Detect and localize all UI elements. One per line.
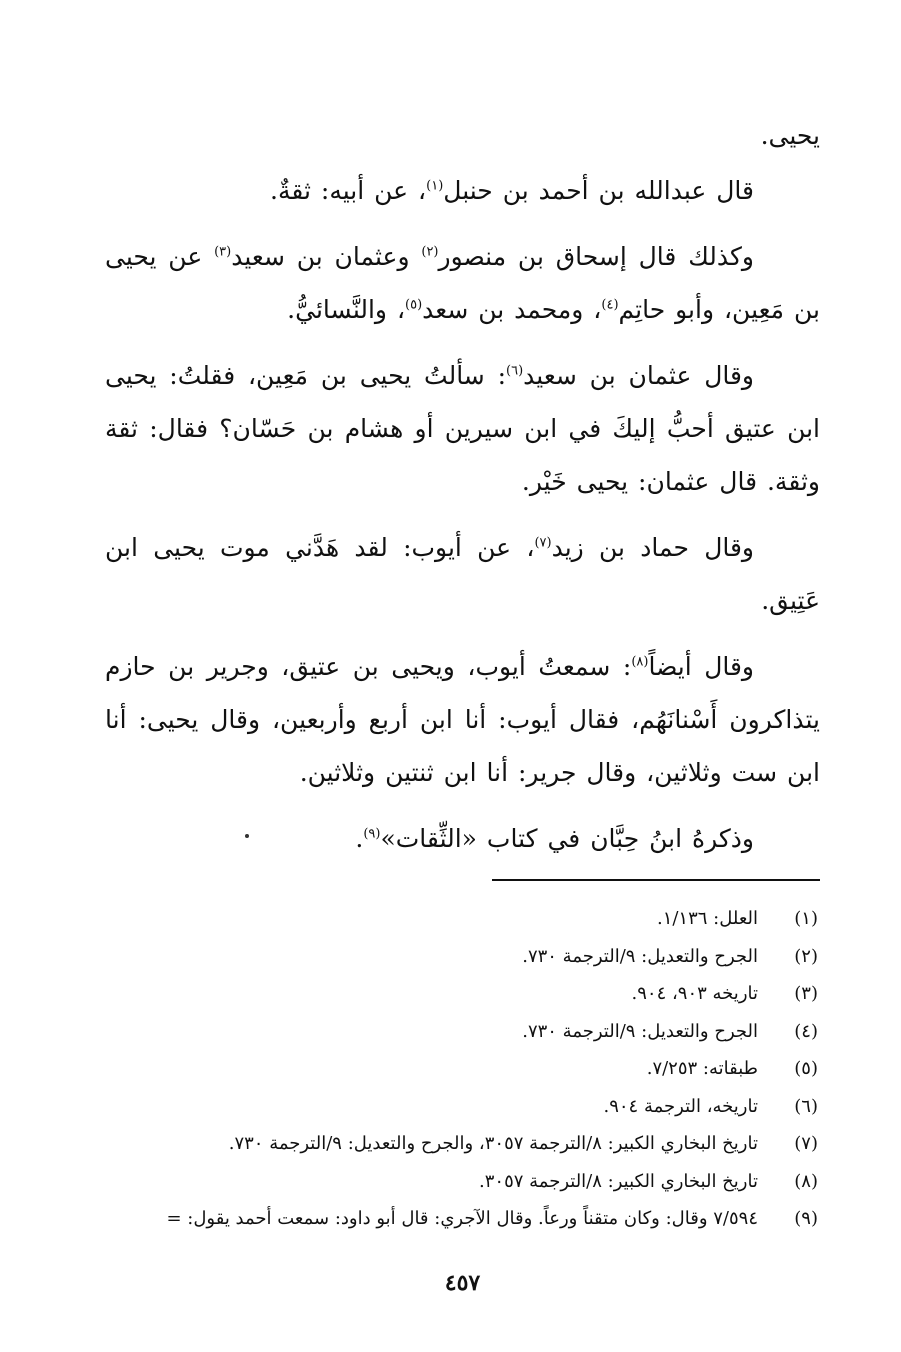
main-text: [105, 164, 820, 878]
paragraph-text: : سمعتُ أيوب، ويحيى بن عتيق، وجرير بن حازم يتذاكرون أَسْنانَهُم، فقال أيوب: أنا ابن أربع وأربعين، وقال يحيى: أنا ابن ست وثلاثين، وقال جرير: أنا ابن ثنتين وثلاثين.: [105, 652, 820, 787]
paragraph-text: وقال حماد بن زيد: [551, 533, 754, 562]
paragraph-text: وكذلك قال إسحاق بن منصور: [438, 242, 754, 271]
footnote-marker: (١): [426, 178, 444, 194]
footnote-number: (٧): [794, 1133, 818, 1154]
footnote: [105, 1200, 820, 1238]
footnote-marker: (٨): [631, 654, 649, 670]
paragraph: [105, 640, 820, 799]
footnote-number: (٩): [794, 1208, 818, 1229]
footnote-text: تاريخه ٩٠٣، ٩٠٤.: [631, 983, 758, 1004]
footnote-marker: (٧): [534, 535, 552, 551]
paragraph-text: وذكرهُ ابنُ حِبَّان في كتاب «الثِّقات»: [380, 824, 754, 853]
print-speck: [245, 834, 249, 838]
footnote-text: تاريخ البخاري الكبير: ٨/الترجمة ٣٠٥٧.: [479, 1170, 758, 1192]
footnote-marker: (٣): [214, 244, 232, 260]
paragraph: [105, 349, 820, 508]
paragraph: [105, 521, 820, 627]
footnote-number: (٢): [794, 945, 818, 967]
footnote: [105, 1050, 820, 1088]
footnote-marker: (٢): [421, 244, 439, 260]
footnote-marker: (٤): [601, 297, 619, 313]
footnote-marker: (٦): [506, 363, 524, 379]
paragraph: [105, 164, 820, 217]
footnote: [105, 1088, 820, 1126]
footnote: [105, 900, 820, 938]
footnote: [105, 1125, 820, 1163]
footnote-number: (٤): [794, 1020, 818, 1042]
footnote-number: (٣): [794, 983, 818, 1004]
paragraph-text: وقال عثمان بن سعيد: [523, 361, 755, 390]
continuation-line: يحيى.: [760, 121, 820, 150]
footnote-text: العلل: ١/١٣٦.: [656, 908, 758, 929]
footnote-number: (٨): [794, 1170, 818, 1192]
paragraph-text: : سألتُ يحيى بن مَعِين، فقلتُ: يحيى ابن عتيق أحبُّ إليكَ في ابن سيرين أو هشام بن حَسّان؟ فقال: ثقة وثقة. قال عثمان: يحيى خَيْر.: [105, 361, 820, 496]
paragraph-text: عن يحيى بن مَعِين، وأبو حاتِم: [105, 242, 820, 324]
footnote-text: الجرح والتعديل: ٩/الترجمة ٧٣٠.: [522, 1020, 758, 1042]
paragraph: [105, 812, 820, 865]
footnote: [105, 1013, 820, 1051]
footnote-number: (٦): [794, 1095, 818, 1117]
footnote-text: تاريخه، الترجمة ٩٠٤.: [603, 1095, 758, 1117]
footnote: [105, 1163, 820, 1201]
paragraph-text: .: [355, 824, 364, 853]
paragraph-text: وقال أيضاً: [648, 652, 754, 681]
paragraph-text: ، ومحمد بن سعد: [422, 295, 602, 324]
page-number: ٤٥٧: [444, 1270, 481, 1296]
footnote-marker: (٩): [363, 826, 381, 842]
footnote: [105, 938, 820, 976]
paragraph-text: قال عبدالله بن أحمد بن حنبل: [443, 176, 754, 205]
footnote-text: ٧/٥٩٤ وقال: وكان متقناً ورعاً. وقال الآجري: قال أبو داود: سمعت أحمد يقول: =: [166, 1208, 758, 1229]
footnote: [105, 975, 820, 1013]
footnote-number: (١): [794, 908, 818, 929]
paragraph-text: ، عن أبيه: ثقةٌ.: [270, 176, 427, 205]
footnote-number: (٥): [794, 1058, 818, 1079]
footnote-marker: (٥): [405, 297, 423, 313]
footnote-separator: [492, 879, 820, 881]
footnote-text: تاريخ البخاري الكبير: ٨/الترجمة ٣٠٥٧، والجرح والتعديل: ٩/الترجمة ٧٣٠.: [228, 1133, 758, 1154]
paragraph-text: ، والنَّسائيُّ.: [287, 295, 406, 324]
paragraph-text: ، عن أيوب: لقد هَدَّني موت يحيى ابن عَتِيق.: [105, 533, 820, 615]
footnotes-list: [105, 900, 820, 1238]
footnote-text: الجرح والتعديل: ٩/الترجمة ٧٣٠.: [522, 945, 758, 967]
paragraph-text: وعثمان بن سعيد: [231, 242, 422, 271]
footnote-text: طبقاته: ٧/٢٥٣.: [646, 1058, 758, 1079]
book-page: [105, 108, 820, 1296]
paragraph: [105, 230, 820, 336]
